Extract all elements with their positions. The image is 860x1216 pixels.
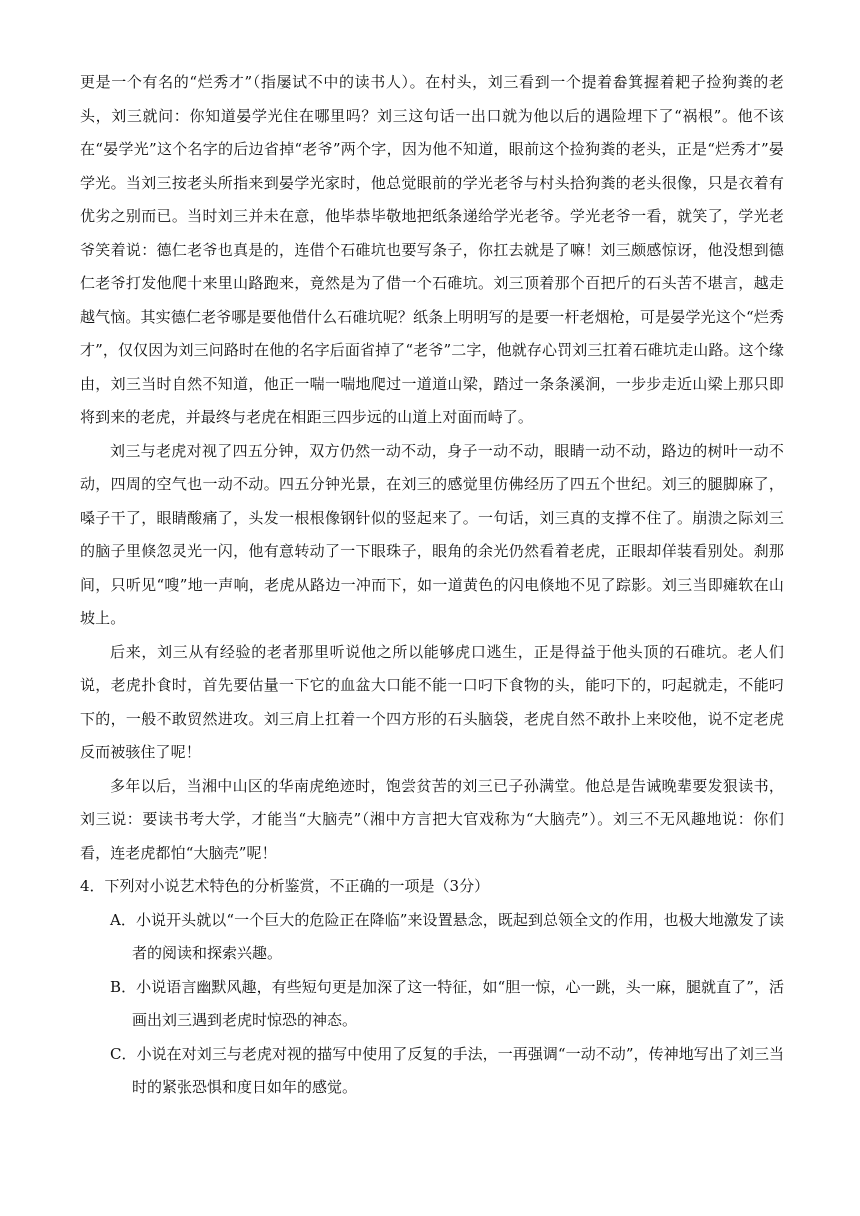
story-paragraph-2: 刘三与老虎对视了四五分钟，双方仍然一动不动，身子一动不动，眼睛一动不动，路边的树叶一动不动，四周的空气也一动不动。四五分钟光景，在刘三的感觉里仿佛经历了四五个世纪。刘三的腿脚麻了，嗓子干了，眼睛酸痛了，头发一根根像钢针似的竖起来了。一句话，刘三真的支撑不住了。崩溃之际刘三的脑子里倏忽灵光一闪，他有意转动了一下眼珠子，眼角的余光仍然看着老虎，正眼却佯装看别处。刹那间，只听见“嗖”地一声响，老虎从路边一冲而下，如一道黄色的闪电倏地不见了踪影。刘三当即瘫软在山坡上。 — [80, 441, 784, 627]
story-paragraph-3: 后来，刘三从有经验的老者那里听说他之所以能够虎口逃生，正是得益于他头顶的石碓坑。老人们说，老虎扑食时，首先要估量一下它的血盆大口能不能一口叼下食物的头，能叼下的，叼起就走，不能叼下的，一般不敢贸然进攻。刘三肩上扛着一个四方形的石头脑袋，老虎自然不敢扑上来咬他，说不定老虎反而被骇住了呢！ — [80, 642, 784, 761]
document-page — [80, 66, 784, 1105]
option-c: C．小说在对刘三与老虎对视的描写中使用了反复的手法，一再强调“一动不动”，传神地写出了刘三当时的紧张恐惧和度日如年的感觉。 — [110, 1044, 784, 1096]
option-b: B．小说语言幽默风趣，有些短句更是加深了这一特征，如“胆一惊，心一跳，头一麻，腿就直了”，活画出刘三遇到老虎时惊恐的神态。 — [110, 977, 784, 1029]
story-paragraph-4: 多年以后，当湘中山区的华南虎绝迹时，饱尝贫苦的刘三已子孙满堂。他总是告诫晚辈要发狠读书，刘三说：要读书考大学，才能当“大脑壳”（湘中方言把大官戏称为“大脑壳”）。刘三不无风趣地说：你们看，连老虎都怕“大脑壳”呢！ — [80, 776, 784, 862]
option-a: A．小说开头就以“一个巨大的危险正在降临”来设置悬念，既起到总领全文的作用，也极大地激发了读者的阅读和探索兴趣。 — [110, 910, 784, 962]
story-paragraph-1: 更是一个有名的“烂秀才”（指屡试不中的读书人）。在村头，刘三看到一个提着畚箕握着耙子捡狗粪的老头，刘三就问：你知道晏学光住在哪里吗？刘三这句话一出口就为他以后的遇险埋下了“祸根”。他不该在“晏学光”这个名字的后边省掉“老爷”两个字，因为他不知道，眼前这个捡狗粪的老头，正是“烂秀才”晏学光。当刘三按老头所指来到晏学光家时，他总觉眼前的学光老爷与村头拾狗粪的老头很像，只是衣着有优劣之别而已。当时刘三并未在意，他毕恭毕敬地把纸条递给学光老爷。学光老爷一看，就笑了，学光老爷笑着说：德仁老爷也真是的，连借个石碓坑也要写条子，你扛去就是了嘛！刘三颇感惊讶，他没想到德仁老爷打发他爬十来里山路跑来，竟然是为了借一个石碓坑。刘三顶着那个百把斤的石头苦不堪言，越走越气恼。其实德仁老爷哪是要他借什么石碓坑呢？纸条上明明写的是要一杆老烟枪，可是晏学光这个“烂秀才”，仅仅因为刘三问路时在他的名字后面省掉了“老爷”二字，他就存心罚刘三扛着石碓坑走山路。这个缘由，刘三当时自然不知道，他正一喘一喘地爬过一道道山梁，踏过一条条溪涧，一步步走近山梁上那只即将到来的老虎，并最终与老虎在相距三四步远的山道上对面而峙了。 — [80, 73, 784, 426]
question-4-stem: 4．下列对小说艺术特色的分析鉴赏，不正确的一项是（3分） — [80, 877, 490, 895]
